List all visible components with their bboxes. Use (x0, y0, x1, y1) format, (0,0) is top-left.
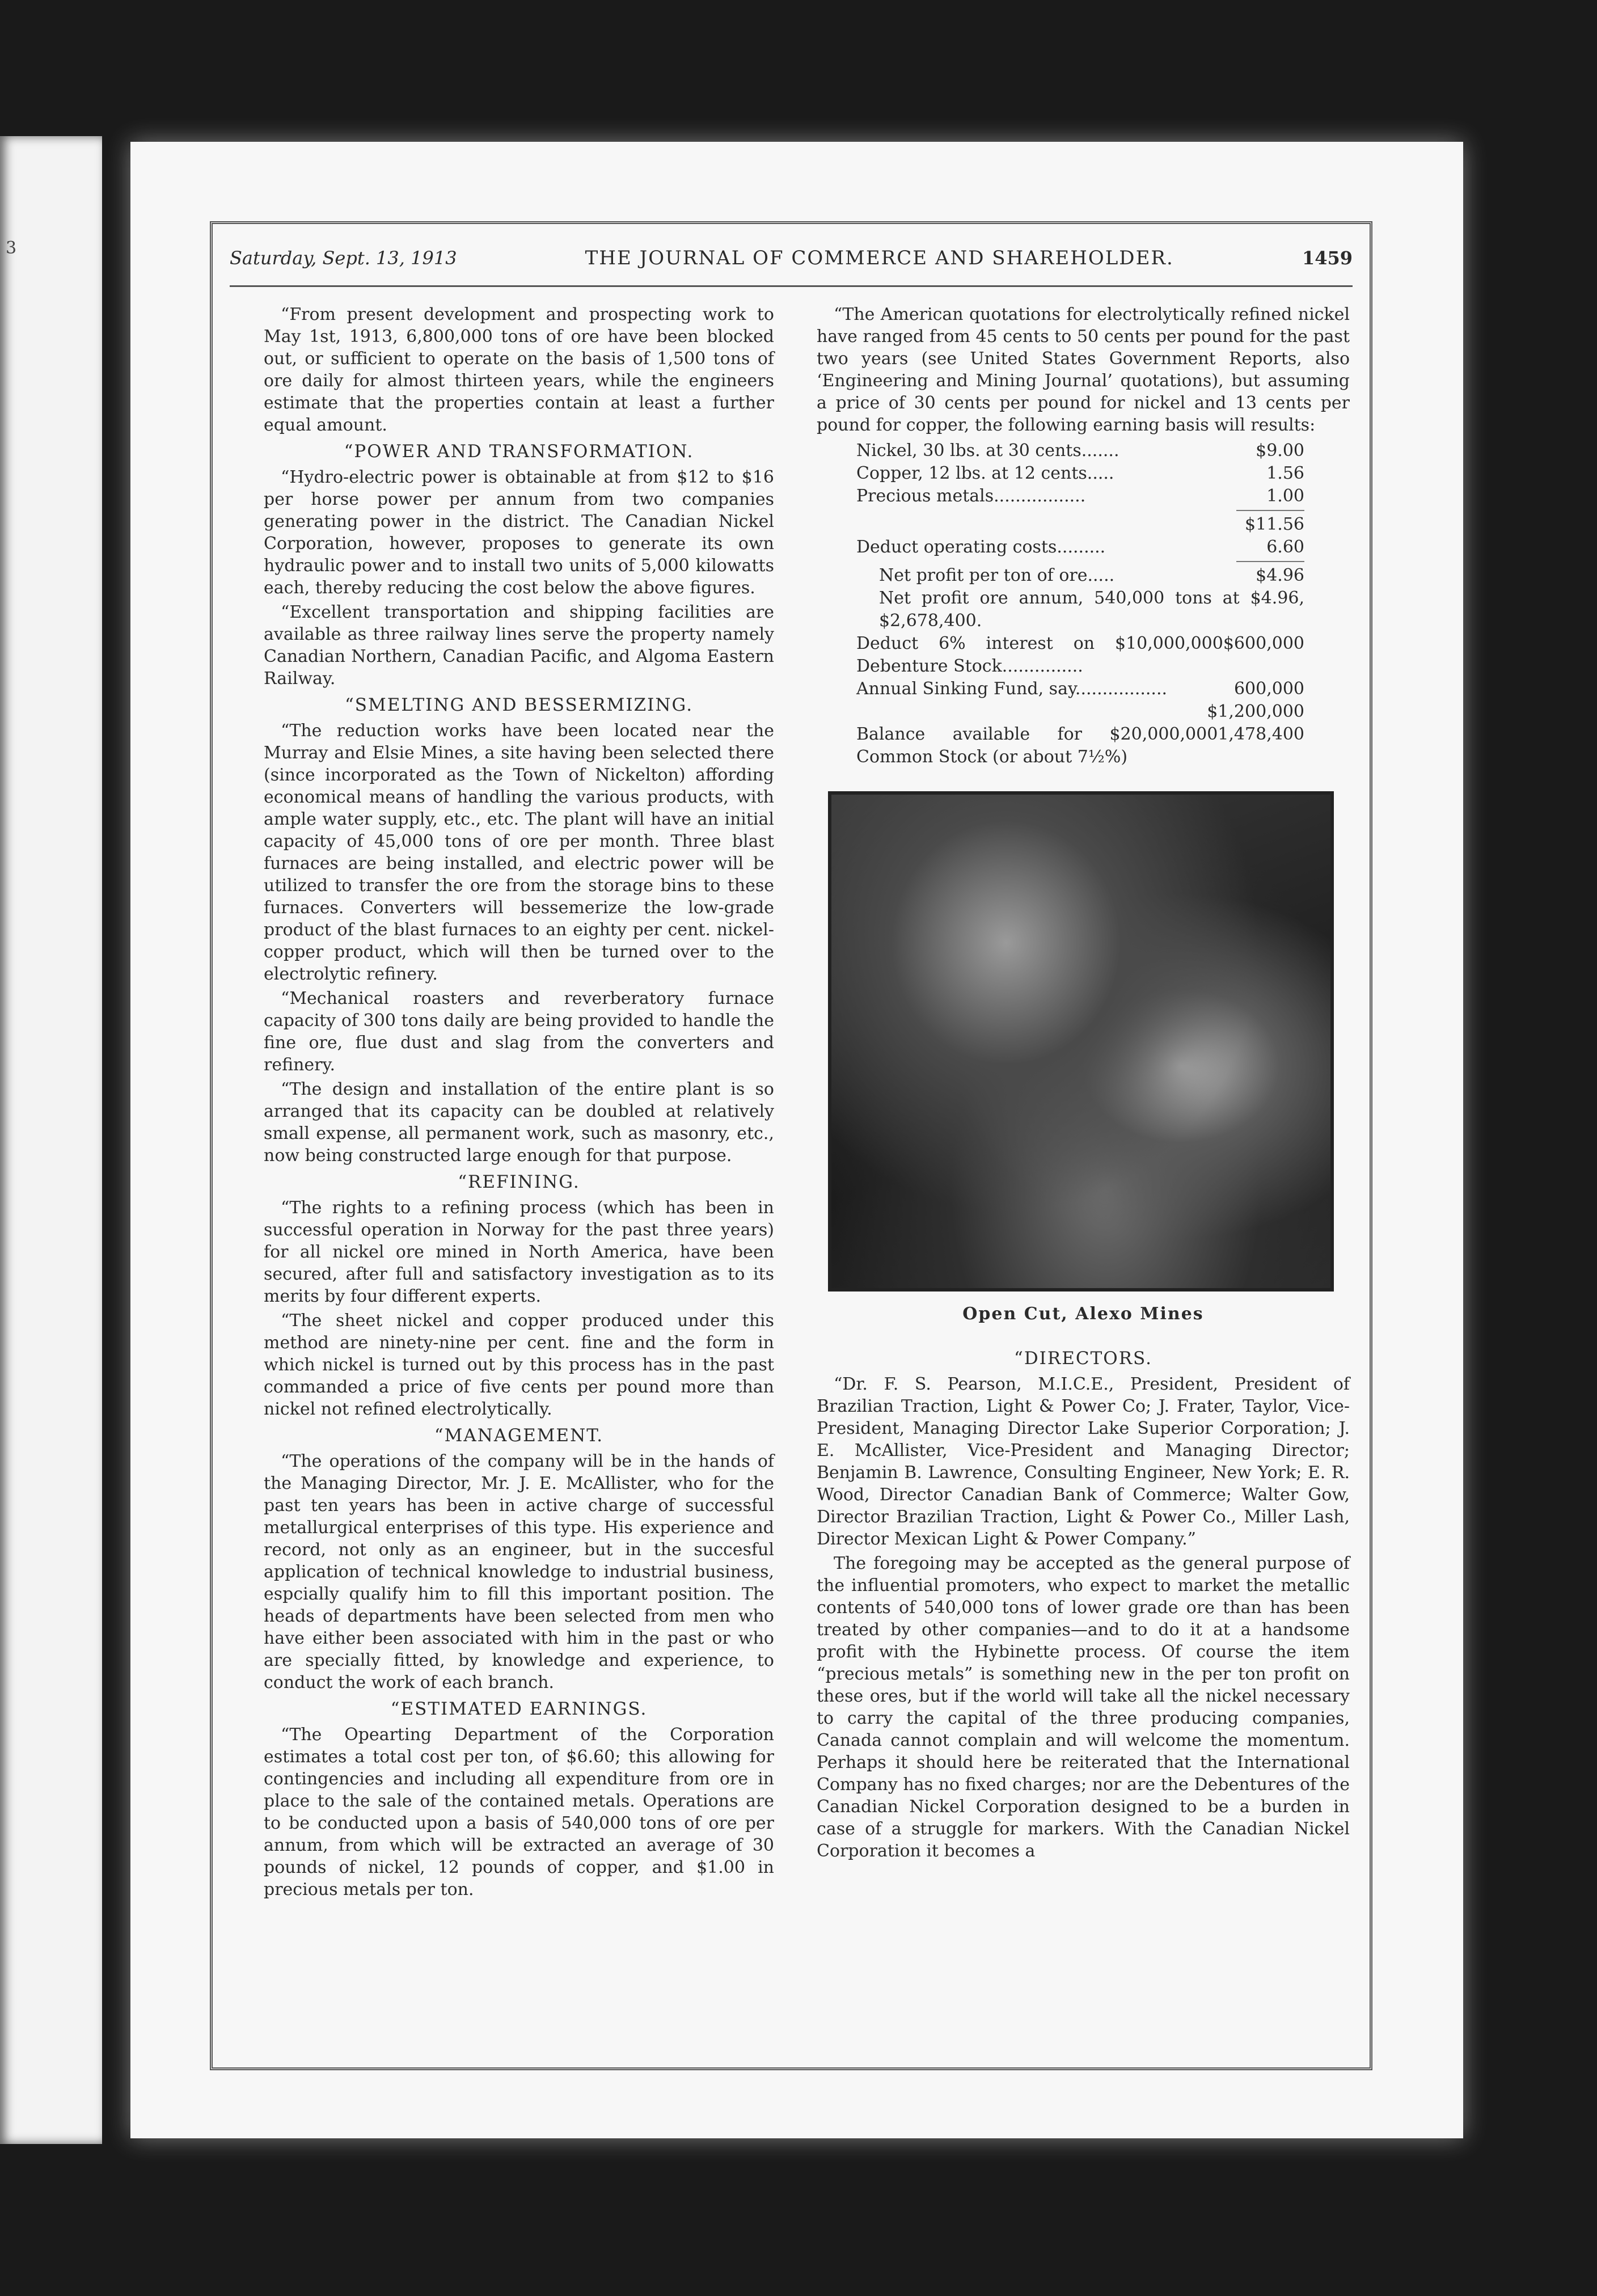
paragraph: “The operations of the company will be in the hands of the Managing Director, Mr. J. E. McAllister, who for the past ten years has been in active charge of successful metallurgical enterprises of this type. His experience and record, not only as an engineer, but in the succesful application of technical knowledge to industrial business, espcially qualify him to fill this important position. The heads of departments have been selected from men who have either been associated with him in the past or who are specially fitted, by knowledge and experience, to conduct the work of each branch. (264, 1451, 774, 1693)
earnings-table (856, 440, 1304, 769)
paragraph: “From present development and prospecting work to May 1st, 1913, 6,800,000 tons of ore have been blocked out, or sufficient to operate on the basis of 1,500 tons of ore daily for almost thirteen years, while the engineers estimate that the properties contain at least a further equal amount. (264, 305, 774, 435)
section-heading: “DIRECTORS. (1013, 1348, 1153, 1369)
row-label: Net profit per ton of ore..... (879, 565, 1115, 585)
paragraph: “The sheet nickel and copper produced under this method are ninety-nine per cent. fine and the form in which nickel is turned out by this process has in the past commanded a price of five cents per pound more than nickel not refined electrolytically. (264, 1311, 774, 1419)
section-heading: “POWER AND TRANSFORMATION. (344, 441, 694, 462)
row-value: $4.96 (1256, 565, 1304, 585)
right-column (817, 303, 1350, 1864)
row-value: 1,478,400 (1218, 724, 1304, 744)
page-number: 1459 (1302, 247, 1353, 269)
paragraph: “The design and installation of the entire plant is so arranged that its capacity can be doubled at relatively small expense, all permanent work, such as masonry, etc., now being constructed large enough for that purpose. (264, 1079, 774, 1166)
earnings-row (856, 440, 1304, 462)
section-heading: “REFINING. (458, 1172, 580, 1192)
row-value: $9.00 (1256, 441, 1304, 461)
mine-photograph (828, 791, 1334, 1291)
row-value: $600,000 (1223, 634, 1304, 653)
paragraph: “The Opearting Department of the Corporation estimates a total cost per ton, of $6.60; this allowing for contingencies and including all expenditure from ore in place to the sale of the contained metals. Operations are to be conducted upon a basis of 540,000 tons of ore per annum, from which will be extracted an average of 30 pounds of nickel, 12 pounds of copper, and $1.00 in precious metals per ton. (264, 1725, 774, 1900)
earnings-row (856, 513, 1304, 536)
row-label: Precious metals................. (856, 486, 1086, 506)
row-label: Nickel, 30 lbs. at 30 cents....... (856, 441, 1119, 461)
row-value: $11.56 (1245, 514, 1304, 534)
sum-rule (1236, 561, 1304, 562)
row-value: 6.60 (1266, 537, 1304, 557)
section-heading: “MANAGEMENT. (434, 1425, 604, 1446)
earnings-row (856, 700, 1304, 723)
paragraph: “Hydro-electric power is obtainable at from $12 to $16 per horse power per annum from two companies generating power in the district. The Canadian Nickel Corporation, however, proposes to generate its own hydraulic power and to install two units of 5,000 kilowatts each, thereby reducing the cost below the above figures. (264, 467, 774, 598)
earnings-row (856, 723, 1304, 769)
earnings-row (856, 564, 1304, 587)
paragraph: “The American quotations for electrolytically refined nickel have ranged from 45 cents to 50 cents per pound for the past two years (see United States Government Reports, also ‘Engineering and Mining Journal’ quotations), but assuming a price of 30 cents per pound for nickel and 13 cents per pound for copper, the following earning basis will results: (817, 305, 1350, 435)
earnings-note: Net profit ore annum, 540,000 tons at $4.96, $2,678,400. (879, 588, 1304, 631)
adjacent-page-fragment: 3 (6, 238, 17, 258)
row-label: Deduct 6% interest on $10,000,000 Debenture Stock............... (856, 634, 1223, 676)
row-value: 1.00 (1266, 486, 1304, 506)
paragraph: “Dr. F. S. Pearson, M.I.C.E., President, President of Brazilian Traction, Light & Power Co; J. Frater, Taylor, Vice-President, Managing Director Lake Superior Corporation; J. E. McAllister, Vice-President and Managing Director; Benjamin B. Lawrence, Consulting Engineer, New York; E. R. Wood, Director Canadian Bank of Commerce; Walter Gow, Director Brazilian Traction, Light & Power Co., Miller Lash, Director Mexican Light & Power Company.” (817, 1374, 1350, 1549)
sum-rule (1236, 510, 1304, 511)
row-label: Copper, 12 lbs. at 12 cents..... (856, 463, 1114, 483)
earnings-row (856, 462, 1304, 485)
paragraph: “The reduction works have been located near the Murray and Elsie Mines, a site having been selected there (since incorporated as the Town of Nickelton) affording economical means of handling the various products, with ample water supply, etc., etc. The plant will have an initial capacity of 45,000 tons of ore per month. Three blast furnaces are being installed, and electric power will be utilized to transfer the ore from the storage bins to these furnaces. Converters will bessemerize the low-grade product of the blast furnaces to an eighty per cent. nickel-copper product, which will then be turned over to the electrolytic refinery. (264, 721, 774, 984)
paragraph: “The rights to a refining process (which has been in successful operation in Norway for the past three years) for all nickel ore mined in North America, have been secured, after full and satisfactory investigation as to its merits by four different experts. (264, 1198, 774, 1306)
section-heading: “ESTIMATED EARNINGS. (390, 1699, 648, 1719)
row-label: Deduct operating costs......... (856, 537, 1106, 557)
photo-caption: Open Cut, Alexo Mines (962, 1304, 1204, 1324)
paragraph: The foregoing may be accepted as the general purpose of the influential promoters, who expect to market the metallic contents of 540,000 tons of lower grade ore than has been treated by other companies—and to do it at a handsome profit with the Hybinette process. Of course the item “precious metals” is something new in the per ton profit on these ores, but if the world will take all the nickel necessary to carry the capital of the three producing companies, Canada cannot complain and will welcome the momentum. Perhaps it should here be reiterated that the International Company has no fixed charges; nor are the Debentures of the Canadian Nickel Corporation designed to be a burden in case of a struggle for markers. With the Canadian Nickel Corporation it becomes a (817, 1554, 1350, 1861)
section-heading: “SMELTING AND BESSERMIZING. (344, 695, 694, 715)
row-label: Annual Sinking Fund, say................. (856, 679, 1168, 699)
earnings-row (856, 678, 1304, 700)
row-value: $1,200,000 (1207, 702, 1304, 721)
page-frame (210, 221, 1372, 2070)
row-label: Balance available for $20,000,000 Common Stock (or about 7½%) (856, 724, 1218, 767)
paragraph: “Excellent transportation and shipping facilities are available as three railway lines serve the property namely Canadian Northern, Canadian Pacific, and Algoma Eastern Railway. (264, 602, 774, 689)
masthead: THE JOURNAL OF COMMERCE AND SHAREHOLDER. (585, 247, 1174, 269)
left-column (264, 303, 774, 1903)
row-value: 1.56 (1266, 463, 1304, 483)
adjacent-page-edge (0, 136, 102, 2144)
earnings-row (856, 536, 1304, 559)
earnings-row (856, 485, 1304, 508)
row-value: 600,000 (1233, 679, 1304, 699)
earnings-row (856, 632, 1304, 678)
paragraph: “Mechanical roasters and reverberatory furnace capacity of 300 tons daily are being provided to handle the fine ore, flue dust and slag from the converters and refinery. (264, 989, 774, 1075)
issue-date: Saturday, Sept. 13, 1913 (230, 247, 457, 269)
page-header (230, 247, 1353, 287)
journal-page (130, 142, 1463, 2138)
